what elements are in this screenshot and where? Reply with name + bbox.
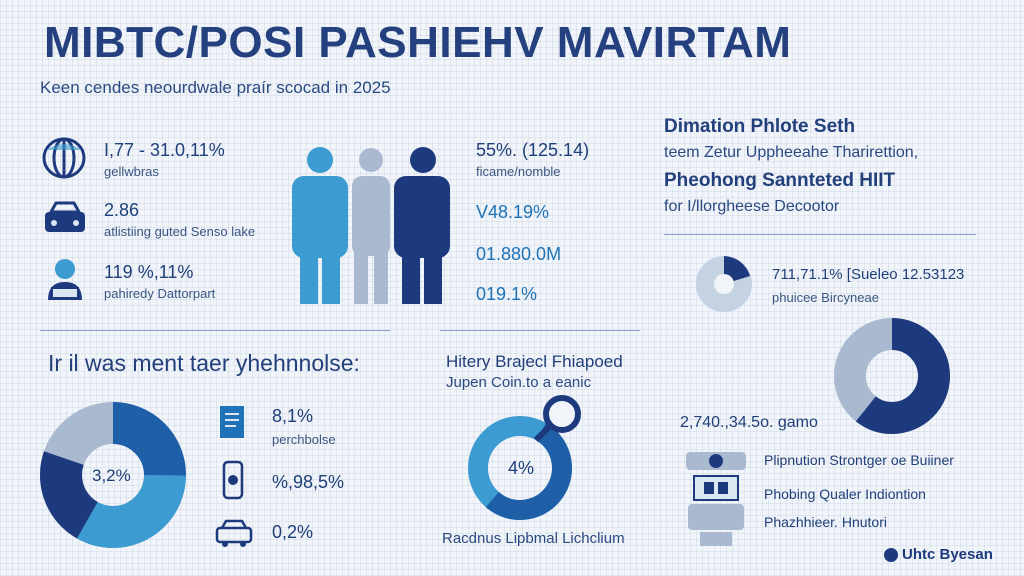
section2-heading: Ir il was ment taer yhehnnolse: (48, 350, 360, 376)
section4-item-3: Phazhhieer. Hnutori (764, 514, 887, 530)
section2-stat-1-caption: perchbolse (272, 432, 336, 447)
section4-item-2: Phobing Qualer Indiontion (764, 486, 926, 502)
section2-stat-1-value: 8,1% (272, 406, 314, 426)
brand-name: Uhtc Byesan (902, 546, 993, 563)
small-pie-icon (692, 252, 756, 316)
big-donut-chart (832, 316, 952, 436)
left-stat-3-value: 119 %,11% (104, 262, 194, 282)
right-divider (664, 234, 976, 235)
brand-mark-icon (884, 548, 898, 562)
center-headline: 55%. (125.14) (476, 140, 590, 160)
left-stat-1-caption: gellwbras (104, 164, 159, 179)
right-line-2: for I/llorgheese Decootor (664, 198, 840, 215)
large-donut-label: 3,2% (92, 466, 131, 485)
document-icon (218, 404, 246, 440)
section3-sub: Jupen Coin.to a eanic (446, 374, 592, 391)
left-stat-2-value: 2.86 (104, 200, 140, 220)
people-group-icon (284, 146, 454, 306)
center-value-2: 01.880.0M (476, 244, 562, 264)
section4-item-1: Plipnution Strontger oe Buiiner (764, 452, 954, 468)
section3-footer: Racdnus Lipbmal Lichclium (442, 530, 625, 547)
left-stat-2-caption: atlistiing guted Senso lake (104, 224, 256, 239)
section2-stat-2-value: %,98,5% (272, 472, 345, 492)
car-icon (42, 200, 88, 238)
right-heading: Dimation Phlote Seth (664, 116, 856, 137)
medium-donut-label: 4% (508, 458, 535, 478)
medium-donut-chart (462, 392, 592, 522)
phone-icon (222, 460, 244, 500)
person-laptop-icon (40, 256, 90, 302)
right-pie-caption: phuicee Bircyneae (772, 290, 879, 305)
center-value-1: V48.19% (476, 202, 550, 222)
right-heading-2: Pheohong Sannteted HIIT (664, 170, 896, 191)
machine-icon (676, 446, 756, 550)
left-stat-1-value: I,77 - 31.0,11% (104, 140, 225, 160)
section3-heading: Hitery Brajecl Fhiapoed (446, 352, 623, 371)
center-headline-caption: ficame/nomble (476, 164, 561, 179)
left-stat-3-caption: pahiredy Dattorpart (104, 286, 216, 301)
right-pie-value: 711,71.1% [Sueleo 12.53123 (772, 266, 965, 283)
right-line-1: teem Zetur Uppheeahe Tharirettion, (664, 144, 919, 161)
page-subtitle: Keen cendes neourdwale praír scocad in 2025 (40, 78, 391, 97)
brand-logo (884, 546, 993, 563)
section4-number: 2,740.,34.5o. gamo (680, 414, 818, 431)
divider-middle (440, 330, 640, 331)
center-value-3: 019.1% (476, 284, 538, 304)
divider-left (40, 330, 390, 331)
page-title: MIBTC/POSI PASHIEHV MAVIRTAM (44, 18, 792, 67)
helmet-icon (40, 136, 88, 182)
section2-stat-3-value: 0,2% (272, 522, 314, 542)
car-icon (214, 518, 254, 548)
